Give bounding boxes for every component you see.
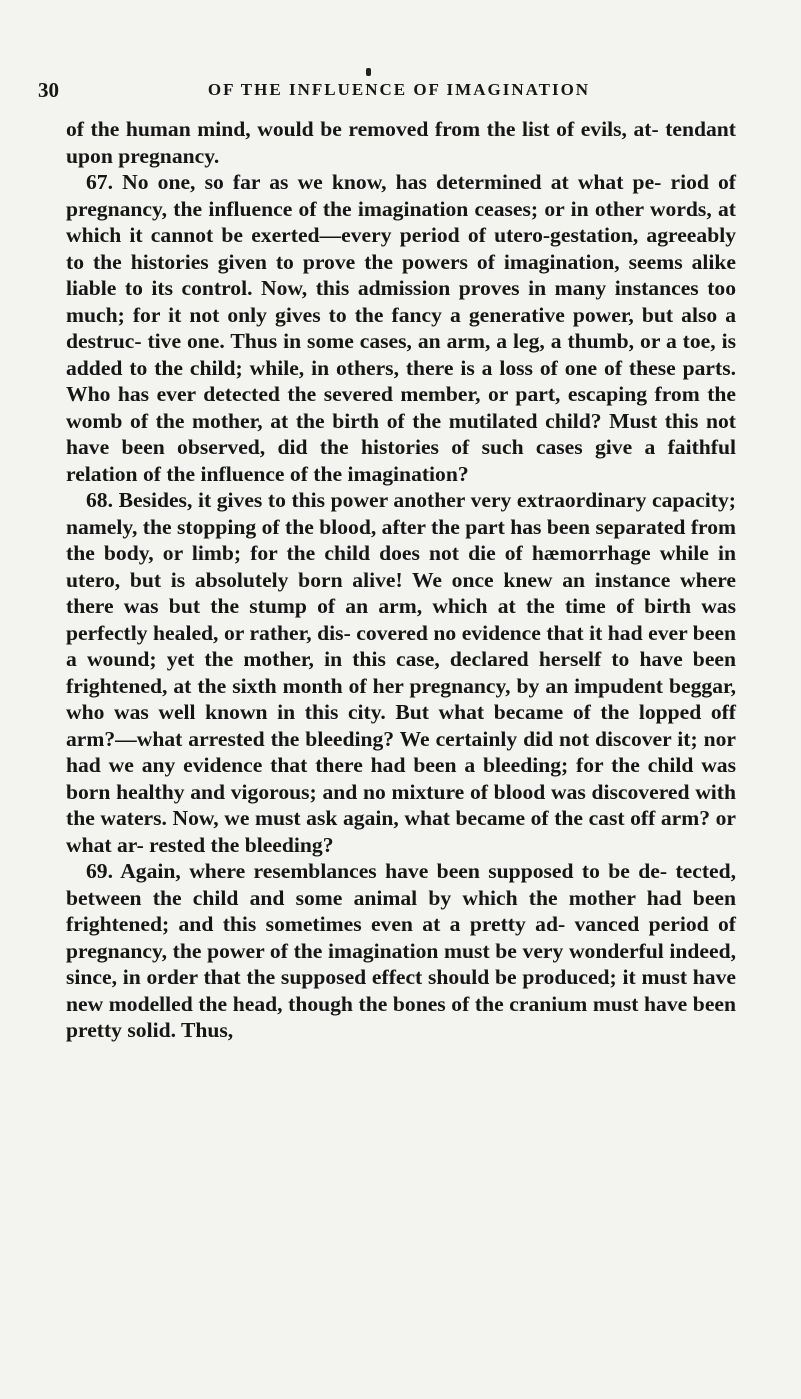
page-number: 30 (38, 78, 59, 102)
running-head (38, 78, 758, 104)
body-text (66, 116, 736, 1044)
paragraph-69: 69. Again, where resemblances have been supposed to be de- tected, between the child and some animal by which the mother had been frightened; and this sometimes even at a pretty ad- vanced period of pregnancy, the power of the imagination must be very wonderful indeed, since, in order that the supposed effect should be produced; it must have new modelled the head, though the bones of the cranium must have been pretty solid. Thus, (66, 859, 736, 1042)
paragraph-68: 68. Besides, it gives to this power another very extraordinary capacity; namely, the stopping of the blood, after the part has been separated from the body, or limb; for the child does not die of hæmorrhage while in utero, but is absolutely born alive! We once knew an instance where there was but the stump of an arm, which at the time of birth was perfectly healed, or rather, dis- covered no evidence that it had ever been a wound; yet the mother, in this case, declared herself to have been frightened, at the sixth month of her pregnancy, by an impudent beggar, who was well known in this city. But what became of the lopped off arm?—what arrested the bleeding? We certainly did not discover it; nor had we any evidence that there had been a bleeding; for the child was born healthy and vigorous; and no mixture of blood was discovered with the waters. Now, we must ask again, what became of the cast off arm? or what ar- rested the bleeding? (66, 488, 736, 857)
paragraph-continuation: of the human mind, would be removed from the list of evils, at- tendant upon pregnancy. (66, 117, 736, 168)
running-title: OF THE INFLUENCE OF IMAGINATION (207, 80, 591, 99)
ink-mark (366, 68, 371, 76)
paragraph-67: 67. No one, so far as we know, has determined at what pe- riod of pregnancy, the influence of the imagination ceases; or in other words, at which it cannot be exerted—every period of utero-gestation, agreeably to the histories given to prove the powers of imagination, seems alike liable to its control. Now, this admission proves in many instances too much; for it not only gives to the fancy a generative power, but also a destruc- tive one. Thus in some cases, an arm, a leg, a thumb, or a toe, is added to the child; while, in others, there is a loss of one of these parts. Who has ever detected the severed member, or part, escaping from the womb of the mother, at the birth of the mutilated child? Must this not have been observed, did the histories of such cases give a faithful relation of the influence of the imagination? (66, 170, 736, 486)
